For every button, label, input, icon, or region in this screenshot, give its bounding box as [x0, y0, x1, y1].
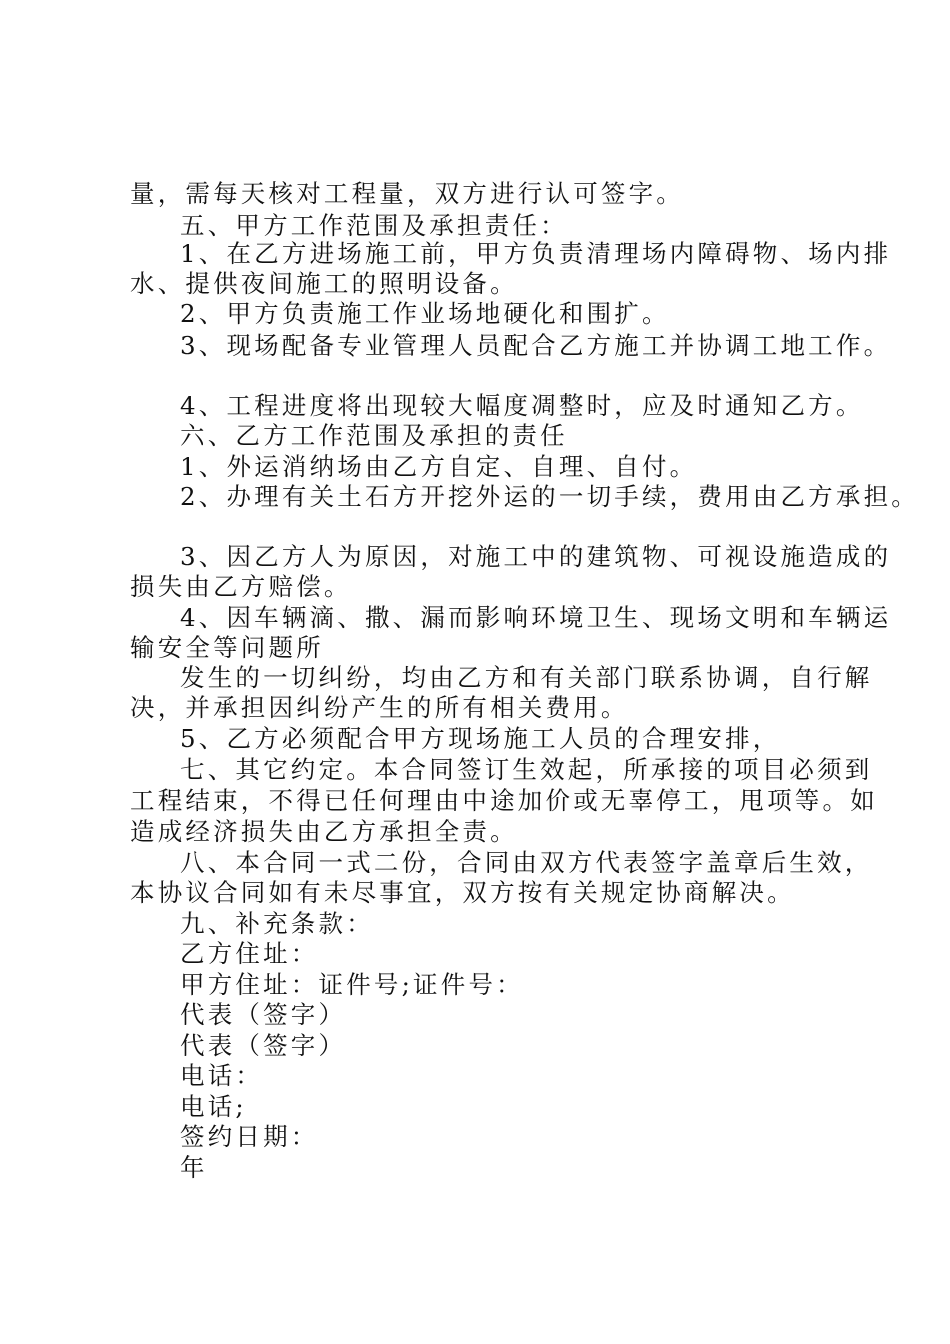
- text-line: 决，并承担因纠纷产生的所有相关费用。: [130, 693, 629, 722]
- text-line: 4、工程进度将出现较大幅度凋整时，应及时通知乙方。: [180, 391, 864, 420]
- text-line: 2、办理有关土石方开挖外运的一切手续，费用由乙方承担。: [180, 482, 919, 511]
- text-line: 输安全等问题所: [130, 633, 324, 662]
- text-line: 损失由乙方赔偿。: [130, 572, 352, 601]
- party-a-address: 甲方住址：证件号;证件号：: [180, 970, 524, 999]
- section-heading-party-b: 六、乙方工作范围及承担的责任: [180, 421, 568, 450]
- text-line: 3、现场配备专业管理人员配合乙方施工并协调工地工作。: [180, 331, 892, 360]
- section-heading-supplement: 九、补充条款：: [180, 909, 374, 938]
- section-heading-copies: 八、本合同一式二份，合同由双方代表签字盖章后生效，: [180, 848, 873, 877]
- party-b-address: 乙方住址：: [180, 939, 319, 968]
- text-line: 1、在乙方进场施工前，甲方负责清理场内障碍物、场内排: [180, 239, 892, 268]
- representative-signature: 代表（签字）: [180, 1000, 347, 1029]
- section-heading-other: 七、其它约定。本合同签订生效起，所承接的项目必须到: [180, 755, 873, 784]
- text-line: 3、因乙方人为原因，对施工中的建筑物、可视设施造成的: [180, 542, 892, 571]
- representative-signature: 代表（签字）: [180, 1031, 347, 1060]
- text-line: 水、提供夜间施工的照明设备。: [130, 269, 518, 298]
- text-line: 4、因车辆滴、撒、漏而影响环境卫生、现场文明和车辆运: [180, 603, 892, 632]
- section-heading-party-a: 五、甲方工作范围及承担责任：: [180, 211, 568, 240]
- phone-field: 电话：: [180, 1061, 264, 1090]
- phone-field: 电话;: [180, 1092, 247, 1121]
- text-line: 量，需每天核对工程量，双方进行认可签字。: [130, 179, 684, 208]
- text-line: 1、外运消纳场由乙方自定、自理、自付。: [180, 452, 698, 481]
- signing-date: 签约日期：: [180, 1122, 319, 1151]
- text-line: 5、乙方必须配合甲方现场施工人员的合理安排，: [180, 724, 781, 753]
- text-line: 2、甲方负责施工作业场地硬化和围扩。: [180, 299, 670, 328]
- year-field: 年: [180, 1153, 208, 1182]
- text-line: 造成经济损失由乙方承担全责。: [130, 817, 518, 846]
- text-line: 本协议合同如有未尽事宜，双方按有关规定协商解决。: [130, 878, 795, 907]
- text-line: 发生的一切纠纷，均由乙方和有关部门联系协调，自行解: [180, 663, 873, 692]
- text-line: 工程结束，不得已任何理由中途加价或无辜停工，甩项等。如: [130, 786, 878, 815]
